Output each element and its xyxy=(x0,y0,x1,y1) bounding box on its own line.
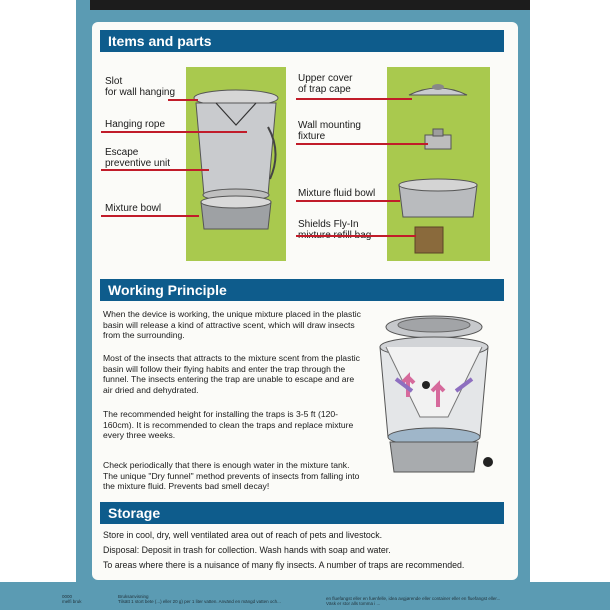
footer-left-text: 0000 melfi bruk xyxy=(62,594,82,604)
storage-heading: Storage xyxy=(100,502,504,524)
items-heading: Items and parts xyxy=(100,30,504,52)
top-edge xyxy=(90,0,530,10)
label-upper-cover: Upper cover of trap cape xyxy=(298,73,353,95)
label-escape: Escape preventive unit xyxy=(105,147,171,169)
storage-line-3: To areas where there is a nuisance of many fly insects. A number of traps are recommended. xyxy=(103,560,465,570)
footer-right-text: en fluefangst eller en fuenfelle, idea avgjørende eller container eller en fluefangst eller... Väsk er stor alls tomma i ... xyxy=(326,596,501,606)
storage-line-1: Store in cool, dry, well ventilated area out of reach of pets and livestock. xyxy=(103,530,383,540)
label-fluid-bowl: Mixture fluid bowl xyxy=(298,188,376,199)
label-slot: Slot for wall hanging xyxy=(105,76,176,98)
pointer-mixture-bowl xyxy=(101,215,199,217)
pointer-refill-bag xyxy=(296,235,416,237)
trap-illustration xyxy=(186,67,286,261)
pointer-escape xyxy=(101,169,209,171)
working-paragraph-1: When the device is working, the unique mixture placed in the plastic basin will release a kind of attractive scent, which will draw insects from the surrounding. xyxy=(103,309,361,341)
working-paragraph-4: Check periodically that there is enough water in the mixture tank. The unique "Dry funnel" method prevents of insects from falling into the mixture fluid. Prevents bad smell decay! xyxy=(103,460,360,492)
working-paragraph-3: The recommended height for installing the traps is 3-5 ft (120-160cm). It is recommended to clean the traps and replace mixture every three weeks. xyxy=(103,409,354,441)
label-wall-fixture: Wall mounting fixture xyxy=(298,120,361,142)
working-paragraph-2: Most of the insects that attracts to the mixture scent from the plastic basin will follow their flying habits and enter the trap through the funnel. The insects entering the trap are unable to escape and are air dried and dehydrated. xyxy=(103,353,360,395)
label-rope: Hanging rope xyxy=(105,119,166,130)
working-heading: Working Principle xyxy=(100,279,504,301)
pointer-fluid-bowl xyxy=(296,200,400,202)
label-refill-bag: Shields Fly-In xyxy=(298,219,359,230)
pointer-slot xyxy=(168,99,198,101)
storage-line-2: Disposal: Deposit in trash for collection. Wash hands with soap and water. xyxy=(103,545,391,555)
footer-middle-text: Bruksanvisning Tilsätt 1 stort bete (...) eller 20 g) per 1 liter vatten. Använd en mängd vatten och... xyxy=(118,594,281,604)
label-mixture-bowl: Mixture bowl xyxy=(105,203,162,214)
pointer-wall-fixture xyxy=(296,143,428,145)
pointer-upper-cover xyxy=(296,98,412,100)
trap-cutaway-illustration xyxy=(368,307,508,487)
pointer-rope xyxy=(101,131,247,133)
parts-illustration xyxy=(387,67,490,261)
